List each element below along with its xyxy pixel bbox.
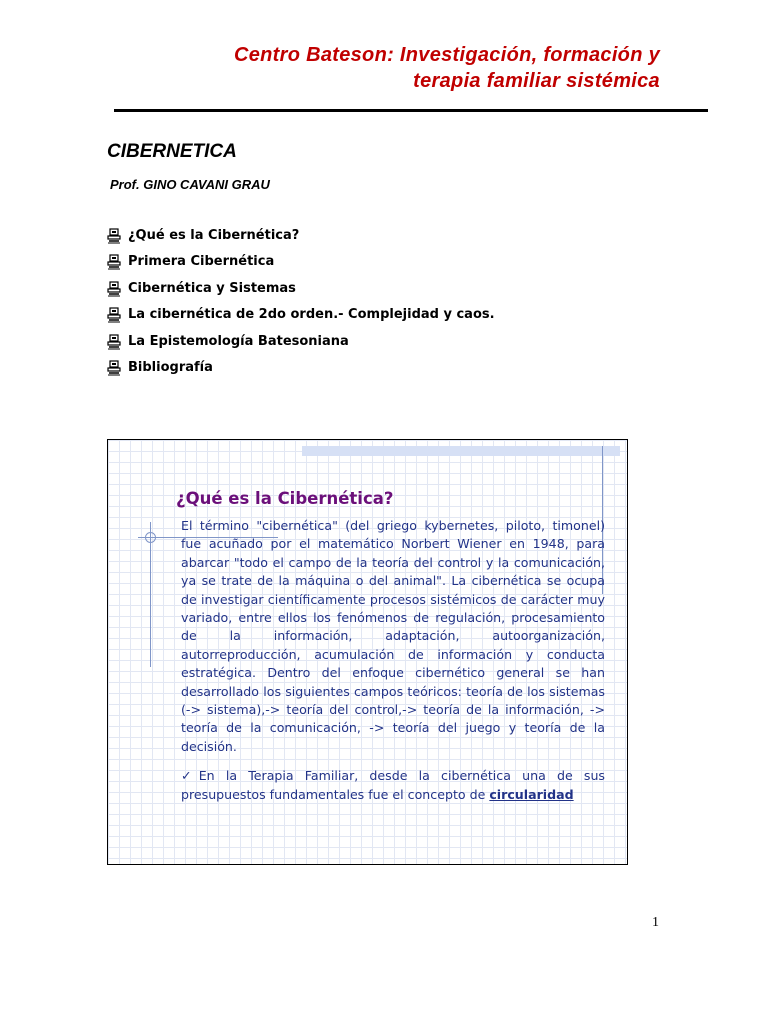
slide-paragraph: El término "cibernética" (del griego kybernetes, piloto, timonel) fue acuñado por el matemático Norbert Wiener en 1948, para abarcar "todo el campo de la teoría del control y la comunicación, ya se trate de la máquina o del animal". La cibernética se ocupa de investigar científicamente procesos sistémicos de carácter muy variado, entre ellos los fenómenos de regulación, procesamiento de la información, adaptación, autoorganización, autorreproducción, acumulación de información y conducta estratégica. Dentro del enfoque cibernético general se han desarrollado los siguientes campos teóricos: teoría de los sistemas (-> sistema),-> teoría del control,-> teoría de la información, -> teoría de la comunicación, -> teoría del juego y teoría de la decisión. bbox=[181, 518, 605, 754]
toc-item[interactable] bbox=[106, 334, 495, 360]
computer-bullet-icon bbox=[106, 307, 122, 323]
toc-item[interactable] bbox=[106, 228, 495, 254]
circularidad-highlight: circularidad bbox=[489, 786, 574, 802]
slide-paragraph-text: En la Terapia Familiar, desde la cibernética una de sus presupuestos fundamentales fue el concepto de bbox=[181, 768, 605, 802]
toc-label: Primera Cibernética bbox=[128, 254, 275, 270]
document-title: CIBERNETICA bbox=[107, 141, 237, 162]
toc-item[interactable] bbox=[106, 307, 495, 333]
checkmark-icon: ✓ bbox=[181, 768, 199, 784]
slide-deco-bar bbox=[302, 446, 620, 456]
slide-deco-line bbox=[150, 522, 151, 667]
computer-bullet-icon bbox=[106, 334, 122, 350]
embedded-slide bbox=[107, 439, 628, 865]
toc-label: La cibernética de 2do orden.- Complejidad y caos. bbox=[128, 307, 495, 323]
toc-label: Bibliografía bbox=[128, 359, 213, 375]
header-title bbox=[150, 42, 660, 94]
header-line-2: terapia familiar sistémica bbox=[413, 70, 660, 92]
toc-label: ¿Qué es la Cibernética? bbox=[128, 228, 300, 243]
slide-body bbox=[181, 517, 605, 804]
table-of-contents bbox=[106, 228, 495, 386]
toc-label: Cibernética y Sistemas bbox=[128, 280, 296, 296]
header-line-1: Centro Bateson: Investigación, formación y bbox=[233, 44, 660, 66]
slide-paragraph bbox=[181, 767, 605, 804]
slide-deco-circle bbox=[145, 532, 156, 543]
slide-title: ¿Qué es la Cibernética? bbox=[176, 489, 394, 508]
page-number: 1 bbox=[652, 915, 659, 930]
computer-bullet-icon bbox=[106, 360, 122, 376]
toc-label: La Epistemología Batesoniana bbox=[128, 333, 349, 349]
computer-bullet-icon bbox=[106, 281, 122, 297]
toc-item[interactable] bbox=[106, 360, 495, 386]
computer-bullet-icon bbox=[106, 228, 122, 244]
header-divider bbox=[114, 109, 708, 112]
toc-item[interactable] bbox=[106, 254, 495, 280]
toc-item[interactable] bbox=[106, 281, 495, 307]
author-name: Prof. GINO CAVANI GRAU bbox=[110, 177, 270, 192]
computer-bullet-icon bbox=[106, 254, 122, 270]
